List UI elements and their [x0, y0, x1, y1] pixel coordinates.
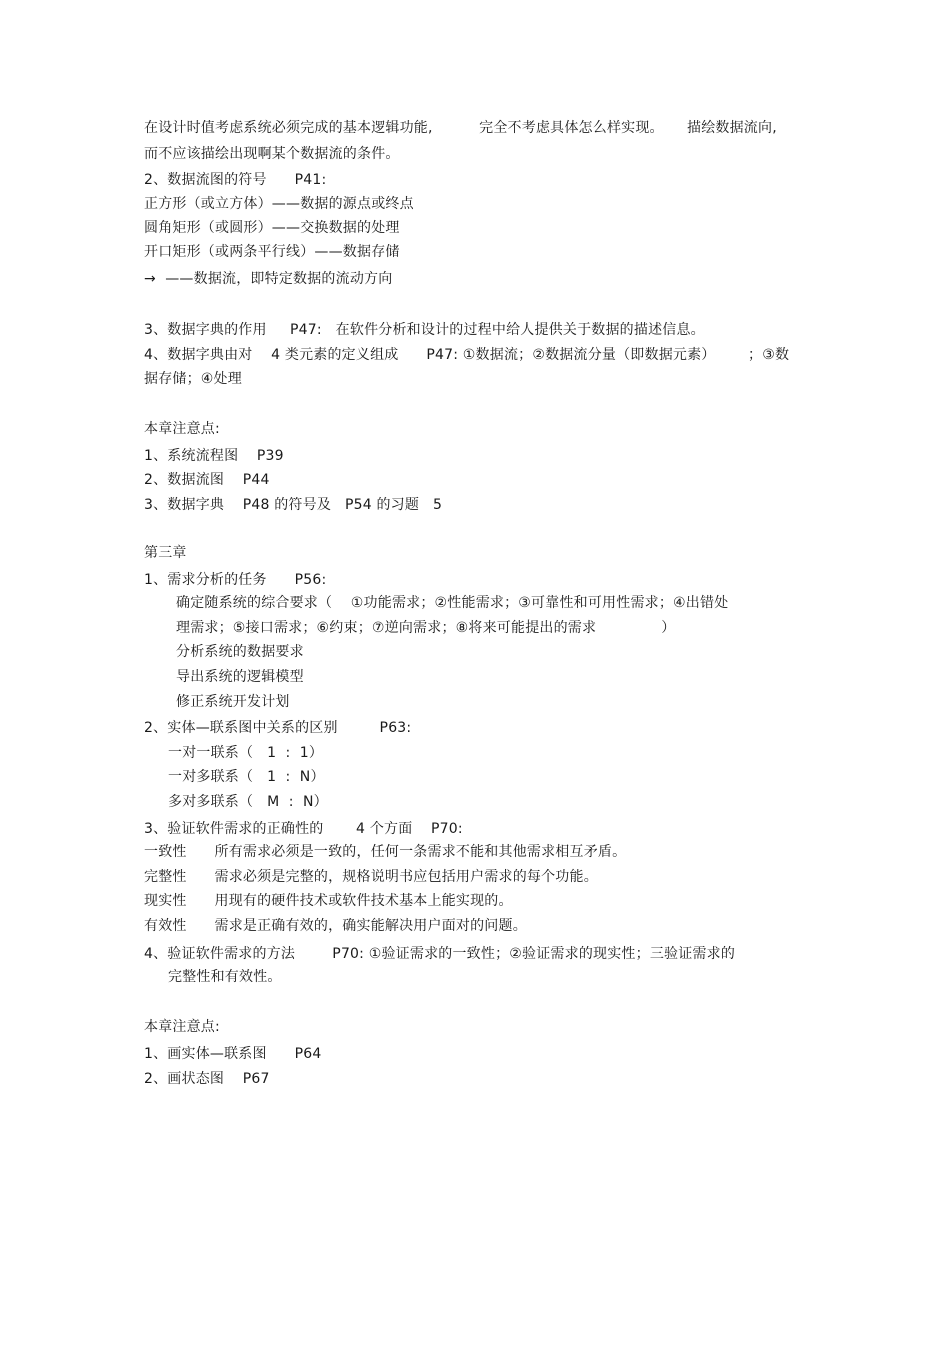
list-item: 1、系统流程图 P39 — [144, 448, 284, 464]
list-line: 一对多联系（ 1 : N） — [168, 769, 325, 785]
section-note-title: 本章注意点: — [144, 421, 220, 437]
heading-line: 4、验证软件需求的方法 P70: ①验证需求的一致性；②验证需求的现实性；三验证需求的 — [144, 946, 736, 962]
paragraph-line: 而不应该描绘出现啊某个数据流的条件。 — [144, 146, 400, 162]
list-line: 完整性 需求必须是完整的，规格说明书应包括用户需求的每个功能。 — [144, 869, 598, 885]
list-line: 一对一联系（ 1 : 1） — [168, 745, 324, 761]
list-line: 开口矩形（或两条平行线）——数据存储 — [144, 244, 400, 260]
heading-line: 2、实体—联系图中关系的区别 P63: — [144, 720, 412, 736]
paragraph-line: 据存储；④处理 — [144, 371, 242, 387]
list-item: 3、数据字典 P48 的符号及 P54 的习题 5 — [144, 497, 443, 513]
list-line: 导出系统的逻辑模型 — [176, 669, 304, 685]
list-line: 有效性 需求是正确有效的，确实能解决用户面对的问题。 — [144, 918, 527, 934]
heading-line: 1、需求分析的任务 P56: — [144, 572, 327, 588]
list-line: 分析系统的数据要求 — [176, 644, 304, 660]
list-line: 圆角矩形（或圆形）——交换数据的处理 — [144, 220, 400, 236]
heading-line: 2、数据流图的符号 P41: — [144, 172, 327, 188]
list-line: 一致性 所有需求必须是一致的，任何一条需求不能和其他需求相互矛盾。 — [144, 844, 627, 860]
list-line: 确定随系统的综合要求（ ①功能需求；②性能需求；③可靠性和可用性需求；④出错处 — [176, 595, 729, 611]
list-item: 1、画实体—联系图 P64 — [144, 1046, 322, 1062]
list-item: 2、画状态图 P67 — [144, 1071, 270, 1087]
paragraph-line: 完整性和有效性。 — [168, 969, 282, 985]
list-line: 现实性 用现有的硬件技术或软件技术基本上能实现的。 — [144, 893, 513, 909]
chapter-title: 第三章 — [144, 545, 187, 561]
heading-line: 4、数据字典由对 4 类元素的定义组成 P47: ①数据流；②数据流分量（即数据元素） ；③数 — [144, 347, 790, 363]
heading-line: 3、验证软件需求的正确性的 4 个方面 P70: — [144, 821, 463, 837]
list-line: 正方形（或立方体）——数据的源点或终点 — [144, 196, 414, 212]
paragraph-line: 在设计时值考虑系统必须完成的基本逻辑功能, 完全不考虑具体怎么样实现。 描绘数据流向, — [144, 120, 777, 136]
heading-line: 3、数据字典的作用 P47: 在软件分析和设计的过程中给人提供关于数据的描述信息。 — [144, 322, 705, 338]
list-item: 2、数据流图 P44 — [144, 472, 270, 488]
section-note-title: 本章注意点: — [144, 1019, 220, 1035]
list-line: → ——数据流，即特定数据的流动方向 — [144, 271, 393, 287]
list-line: 修正系统开发计划 — [176, 694, 290, 710]
list-line: 多对多联系（ M : N） — [168, 794, 328, 810]
list-line: 理需求；⑤接口需求；⑥约束；⑦逆向需求；⑧将来可能提出的需求 ） — [176, 620, 676, 636]
